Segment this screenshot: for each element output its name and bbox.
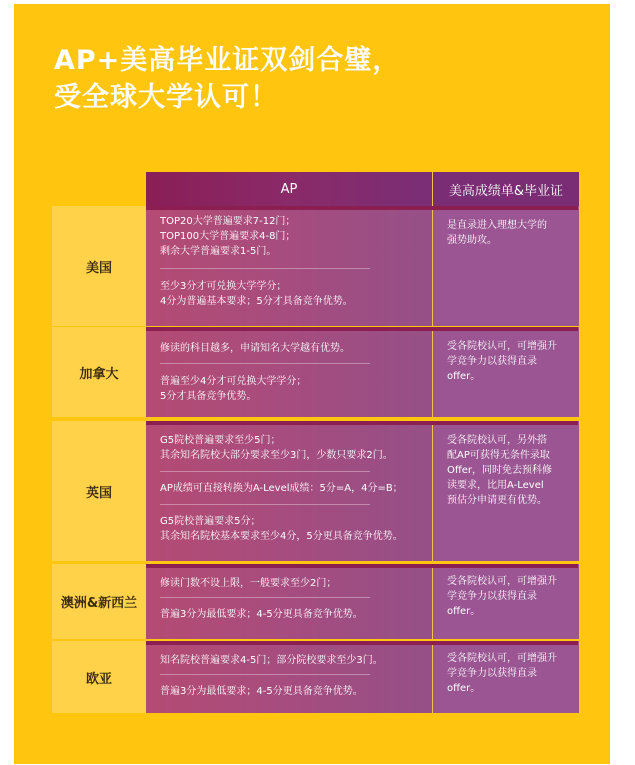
ap-cell — [146, 206, 432, 326]
title-line-2: 受全球大学认可！ — [54, 82, 278, 113]
text-line: 剩余大学普遍要求1-5门。 — [160, 246, 277, 257]
country-label: 澳洲&新西兰 — [52, 564, 146, 639]
text-line: 受各院校认可，可增强升 — [447, 576, 557, 587]
text-line: AP成绩可直接转换为A-Level成绩：5分=A，4分=B； — [160, 483, 403, 494]
divider — [160, 504, 370, 505]
text-line: 5分才具备竞争优势。 — [160, 391, 257, 402]
text-line: offer。 — [447, 371, 481, 382]
text-line: G5院校普遍要求至少5门； — [160, 435, 281, 446]
table-row-eurasia — [52, 641, 578, 713]
ap-cell — [146, 641, 432, 713]
country-label: 欧亚 — [52, 641, 146, 713]
text-line: TOP20大学普遍要求7-12门； — [160, 216, 296, 227]
text-line: offer。 — [447, 683, 481, 694]
text-line: 受各院校认可，可增强升 — [447, 653, 557, 664]
cert-cell — [432, 421, 579, 561]
ap-cell — [146, 327, 432, 417]
table-row-canada — [52, 327, 578, 417]
ap-text-block — [160, 684, 363, 699]
text-line: 学竞争力以获得直录 — [447, 356, 537, 367]
text-line: TOP100大学普遍要求4-8门； — [160, 231, 296, 242]
table-row-aus-nz — [52, 564, 578, 639]
text-line: 配AP可获得无条件录取 — [447, 450, 550, 461]
ap-text-block — [160, 433, 393, 463]
cert-cell — [432, 641, 579, 713]
text-line: offer。 — [447, 606, 481, 617]
text-line: 知名院校普遍要求4-5门；部分院校要求至少3门。 — [160, 655, 383, 666]
ap-text-block — [160, 279, 353, 309]
text-line: 修读门数不设上限，一般要求至少2门； — [160, 578, 337, 589]
text-line: 其余知名院校基本要求至少4分，5分更具备竞争优势。 — [160, 531, 403, 542]
text-line: 至少3分才可兑换大学学分； — [160, 281, 287, 292]
ap-cell — [146, 564, 432, 639]
divider — [160, 597, 370, 598]
country-label: 加拿大 — [52, 327, 146, 417]
text-line: 预估分申请更有优势。 — [447, 495, 547, 506]
cert-cell — [432, 327, 579, 417]
country-label: 美国 — [52, 206, 146, 326]
ap-text-block — [160, 374, 306, 404]
ap-text-block — [160, 514, 403, 544]
ap-text-block — [160, 481, 403, 496]
table-row-usa — [52, 206, 578, 326]
cert-text — [447, 651, 557, 696]
ap-text-block — [160, 341, 350, 356]
text-line: 4分为普遍基本要求；5分才具备竞争优势。 — [160, 296, 353, 307]
table-row-uk — [52, 421, 578, 561]
divider — [160, 674, 370, 675]
ap-cell — [146, 421, 432, 561]
page-title — [54, 42, 400, 116]
ap-text-block — [160, 653, 383, 668]
text-line: 普遍3分为最低要求；4-5分更具备竞争优势。 — [160, 609, 363, 620]
ap-text-block — [160, 214, 295, 259]
title-line-1: AP+美高毕业证双剑合璧， — [54, 45, 401, 76]
header-cert: 美高成绩单&毕业证 — [432, 172, 579, 206]
text-line: Offer，同时免去预科修 — [447, 465, 553, 476]
divider — [160, 268, 370, 269]
header-ap: AP — [146, 172, 432, 206]
text-line: 受各院校认可，另外搭 — [447, 435, 547, 446]
divider — [160, 471, 370, 472]
cert-text — [447, 433, 552, 508]
text-line: 是直录进入理想大学的 — [447, 220, 547, 231]
text-line: 普遍至少4分才可兑换大学学分； — [160, 376, 307, 387]
text-line: 受各院校认可，可增强升 — [447, 341, 557, 352]
cert-text — [447, 218, 547, 248]
cert-cell — [432, 206, 579, 326]
text-line: 学竞争力以获得直录 — [447, 591, 537, 602]
text-line: 其余知名院校大部分要求至少3门，少数只要求2门。 — [160, 450, 393, 461]
text-line: 修读的科目越多，申请知名大学越有优势。 — [160, 343, 350, 354]
cert-cell — [432, 564, 579, 639]
ap-text-block — [160, 607, 363, 622]
cert-text — [447, 574, 557, 619]
text-line: G5院校普遍要求5分； — [160, 516, 261, 527]
divider — [160, 363, 370, 364]
text-line: 普遍3分为最低要求；4-5分更具备竞争优势。 — [160, 686, 363, 697]
text-line: 强势助攻。 — [447, 235, 497, 246]
cert-text — [447, 339, 557, 384]
text-line: 读要求，比用A-Level — [447, 480, 544, 491]
text-line: 学竞争力以获得直录 — [447, 668, 537, 679]
ap-text-block — [160, 576, 336, 591]
country-label: 英国 — [52, 421, 146, 561]
